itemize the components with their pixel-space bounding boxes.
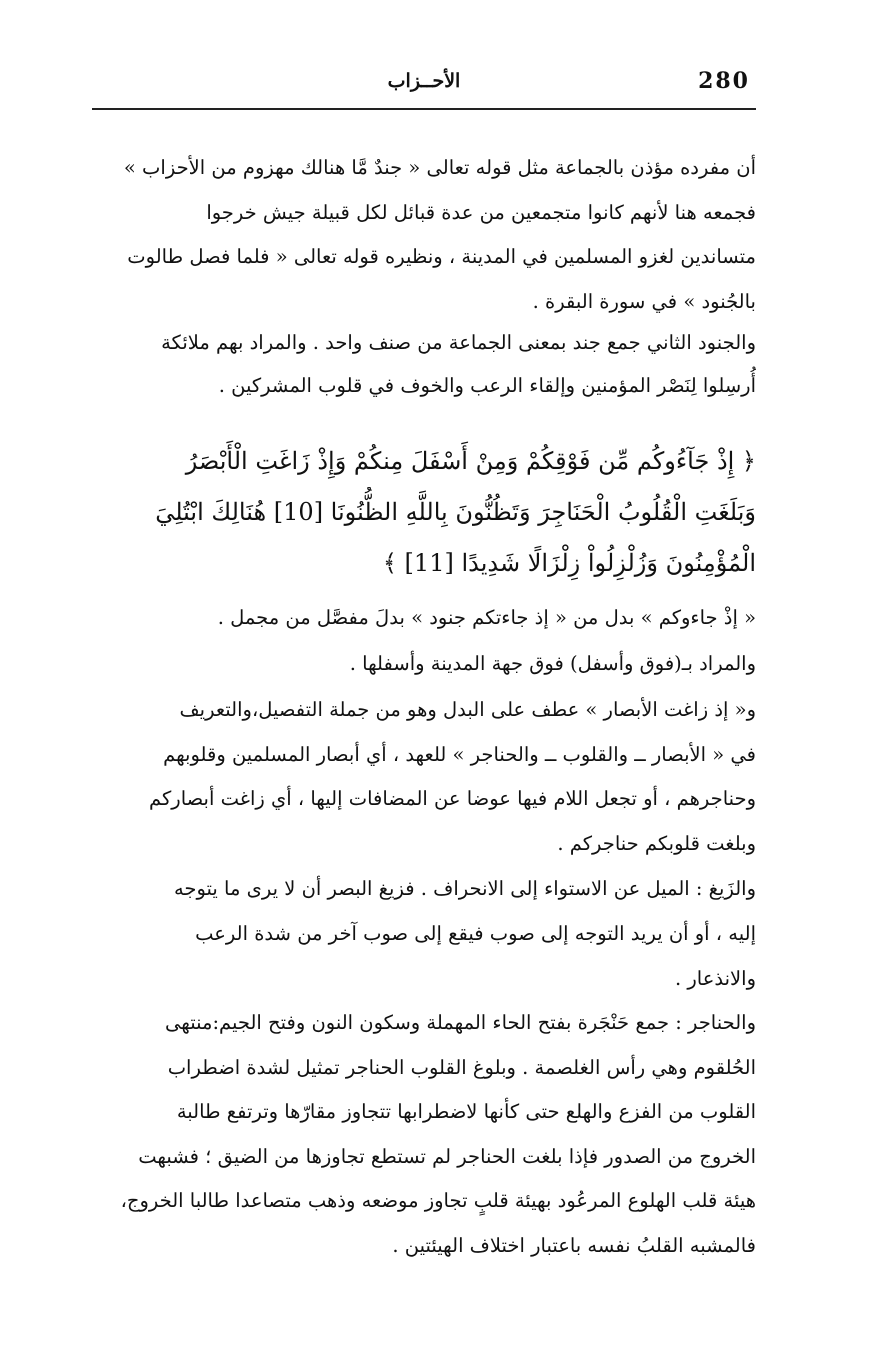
paragraph-6	[92, 866, 756, 1001]
text-line: فجمعه هنا لأنهم كانوا متجمعين من عدة قبائل لكل قبيلة جيش خرجوا	[206, 200, 756, 224]
text-line: « إذْ جاءوكم » بدل من « إذ جاءتكم جنود » بدلَ مفصَّل من مجمل .	[217, 606, 756, 629]
text-line: أن مفرده مؤذن بالجماعة مثل قوله تعالى « جندٌ مَّا هنالك مهزوم من الأحزاب »	[123, 156, 756, 179]
paragraph-2	[92, 321, 756, 407]
text-line: أُرسِلوا لِنَصْر المؤمنين وإلقاء الرعب والخوف في قلوب المشركين .	[218, 374, 756, 397]
text-line: بالجُنود » في سورة البقرة .	[532, 289, 756, 313]
text-line: الحُلقوم وهي رأس الغلصمة . وبلوغ القلوب الحناجر تمثيل لشدة اضطراب	[167, 1055, 756, 1079]
text-line: والمراد بـ(فوق وأسفل) فوق جهة المدينة وأسفلها .	[349, 652, 756, 675]
text-line: القلوب من الفزع والهلع حتى كأنها لاضطرابها تتجاوز مقارّها وترتفع طالبة	[176, 1100, 756, 1123]
page-number: 280	[698, 68, 750, 94]
text-line: وبلغت قلوبكم حناجركم .	[557, 831, 756, 855]
text-line: والانذعار .	[674, 967, 756, 990]
text-line: وحناجرهم ، أو تجعل اللام فيها عوضا عن المضافات إليها ، أي زاغت أبصاركم	[149, 787, 756, 810]
text-line: إليه ، أو أن يريد التوجه إلى صوب فيقع إلى صوب آخر من شدة الرعب	[195, 922, 756, 945]
paragraph-5	[92, 688, 756, 866]
verse-line: الْمُؤْمِنُونَ وَزُلْزِلُواْ زِلْزَالًا شَدِيدًا [11] ﴾	[382, 549, 756, 577]
text-line: هيئة قلب الهلوع المرعُود بهيئة قلبٍ تجاوز موضعه وذهب متصاعدا طالبا الخروج،	[120, 1189, 756, 1212]
text-line: متساندين لغزو المسلمين في المدينة ، ونظيره قوله تعالى « فلما فصل طالوت	[127, 245, 756, 268]
running-title: الأحــزاب	[387, 70, 461, 92]
verse-line: ﴿ إِذْ جَآءُوكُم مِّن فَوْقِكُمْ وَمِنْ أَسْفَلَ مِنكُمْ وَإِذْ زَاغَتِ الْأَبْصَرُ	[185, 447, 756, 475]
text-line: والحناجر : جمع حَنْجَرة بفتح الحاء المهملة وسكون النون وفتح الجيم:منتهى	[165, 1011, 756, 1034]
paragraph-1	[92, 146, 756, 324]
paragraph-4	[92, 642, 756, 685]
paragraph-7	[92, 1001, 756, 1268]
verse-line: وَبَلَغَتِ الْقُلُوبُ الْحَنَاجِرَ وَتَظُنُّونَ بِاللَّهِ الظُّنُونَا [10] هُنَالِكَ ابْتُلِيَ	[155, 498, 756, 526]
page-header	[92, 62, 756, 110]
text-line: و« إذ زاغت الأبصار » عطف على البدل وهو من جملة التفصيل،والتعريف	[179, 698, 756, 721]
text-line: فالمشبه القلبُ نفسه باعتبار اختلاف الهيئتين .	[392, 1233, 756, 1257]
text-line: والزَيغ : الميل عن الاستواء إلى الانحراف . فزيغ البصر أن لا يرى ما يتوجه	[173, 877, 756, 900]
text-line: في « الأبصار ــ والقلوب ــ والحناجر » للعهد ، أي أبصار المسلمين وقلوبهم	[163, 742, 756, 766]
paragraph-3	[92, 596, 756, 639]
quran-verse-block	[92, 436, 756, 589]
text-line: الخروج من الصدور فإذا بلغت الحناجر لم تستطع تجاوزها من الضيق ؛ فشبهت	[138, 1144, 756, 1168]
text-line: والجنود الثاني جمع جند بمعنى الجماعة من صنف واحد . والمراد بهم ملائكة	[161, 331, 756, 354]
